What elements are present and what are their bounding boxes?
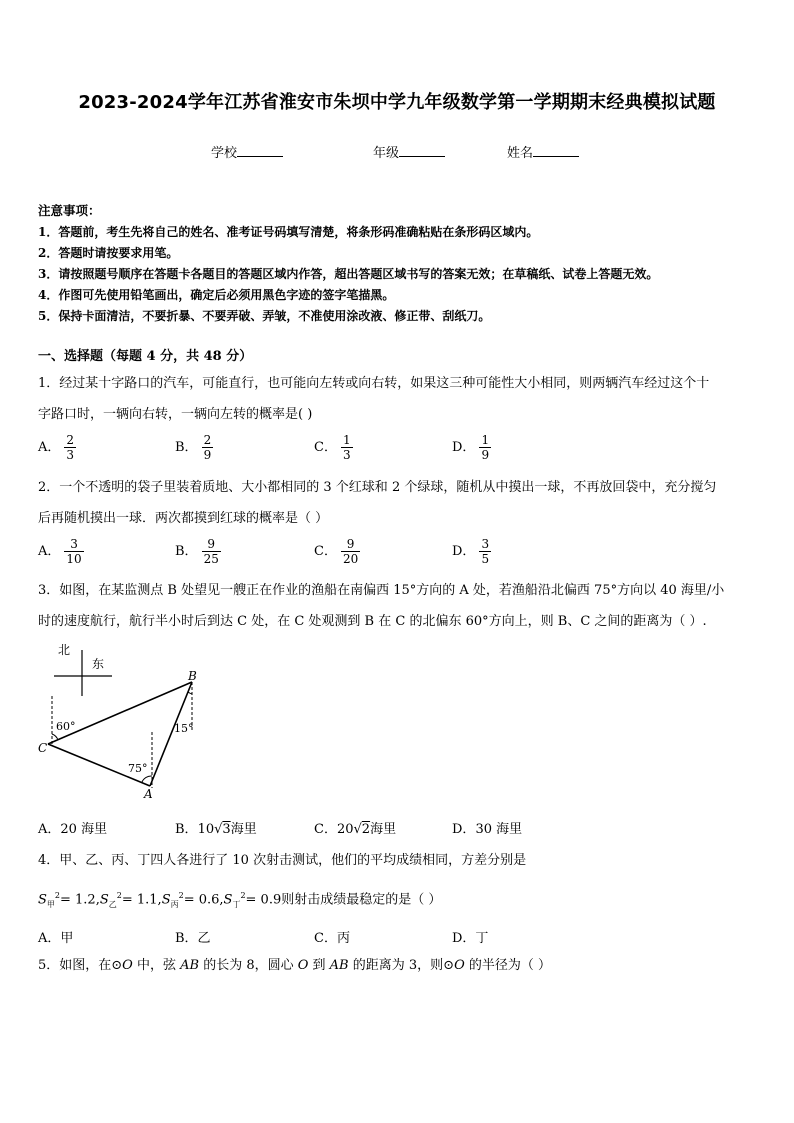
q4-option-b[interactable]: B．乙 bbox=[175, 931, 211, 946]
angle-c-label: 60° bbox=[56, 720, 76, 733]
page-title: 2023-2024学年江苏省淮安市朱坝中学九年级数学第一学期期末经典模拟试题 bbox=[78, 92, 716, 113]
q1-line2: 字路口时，一辆向右转，一辆向左转的概率是( ) bbox=[38, 407, 313, 422]
q3-option-c[interactable]: C．20√2海里 bbox=[314, 822, 397, 837]
notice-item-3: 3．请按照题号顺序在答题卡各题目的答题区域内作答，超出答题区域书写的答案无效；在草稿纸、试卷上答题无效。 bbox=[38, 267, 659, 281]
notice-item-5: 5．保持卡面清洁，不要折暴、不要弄破、弄皱，不准使用涂改液、修正带、刮纸刀。 bbox=[38, 309, 491, 323]
point-b-label: B bbox=[188, 669, 197, 683]
school-label: 学校 bbox=[211, 146, 238, 161]
angle-b-label: 15° bbox=[174, 722, 194, 735]
q3-figure bbox=[36, 640, 216, 804]
notice-heading: 注意事项： bbox=[38, 203, 101, 218]
q2-option-c[interactable]: C． $\frac{9}{20}$ bbox=[314, 537, 359, 566]
grade-blank bbox=[399, 144, 445, 157]
arc-a bbox=[142, 776, 152, 782]
q1-option-d[interactable]: D． $\frac{1}{9}$ bbox=[452, 433, 490, 462]
q4-option-d[interactable]: D．丁 bbox=[452, 931, 489, 946]
q4-line1: 4．甲、乙、丙、丁四人各进行了 10 次射击测试，他们的平均成绩相同，方差分别是 bbox=[38, 853, 527, 868]
q3-option-d[interactable]: D．30 海里 bbox=[452, 822, 523, 837]
q5-line: 5．如图，在⊙O 中，弦 AB 的长为 8，圆心 O 到 AB 的距离为 3，则⊙O 的半径为（ ） bbox=[38, 958, 551, 973]
q3-option-a[interactable]: A．20 海里 bbox=[38, 822, 108, 837]
q1-option-c[interactable]: C． $\frac{1}{3}$ bbox=[314, 433, 351, 462]
q1-line1: 1．经过某十字路口的汽车，可能直行，也可能向左转或向右转，如果这三种可能性大小相同，则两辆汽车经过这个十 bbox=[38, 376, 710, 391]
q2-option-d[interactable]: D． $\frac{3}{5}$ bbox=[452, 537, 490, 566]
notice-item-4: 4．作图可先使用铅笔画出，确定后必须用黑色字迹的签字笔描黑。 bbox=[38, 288, 395, 302]
section-heading: 一、选择题（每题 4 分，共 48 分） bbox=[38, 349, 253, 364]
q2-line2: 后再随机摸出一球．两次都摸到红球的概率是（ ） bbox=[38, 511, 329, 526]
grade-label: 年级 bbox=[373, 146, 400, 161]
name-field bbox=[507, 142, 579, 161]
q4-option-c[interactable]: C．丙 bbox=[314, 931, 350, 946]
q3-option-b[interactable]: B．10√3海里 bbox=[175, 822, 257, 837]
q2-option-b[interactable]: B． $\frac{9}{25}$ bbox=[175, 537, 219, 566]
angle-a-label: 75° bbox=[128, 762, 148, 775]
east-label: 东 bbox=[92, 657, 105, 671]
q1-option-b[interactable]: B． $\frac{2}{9}$ bbox=[175, 433, 212, 462]
q2-option-a[interactable]: A． $\frac{3}{10}$ bbox=[38, 537, 82, 566]
arc-c bbox=[52, 734, 58, 740]
name-blank bbox=[533, 144, 579, 157]
name-label: 姓名 bbox=[507, 146, 534, 161]
point-a-label: A bbox=[144, 787, 153, 801]
q4-option-a[interactable]: A．甲 bbox=[38, 931, 74, 946]
grade-field bbox=[373, 142, 445, 161]
q3-line2: 时的速度航行，航行半小时后到达 C 处，在 C 处观测到 B 在 C 的北偏东 60°方向上，则 B、C 之间的距离为（ ）. bbox=[38, 614, 707, 629]
school-field bbox=[211, 142, 283, 161]
q2-line1: 2．一个不透明的袋子里装着质地、大小都相同的 3 个红球和 2 个绿球，随机从中摸出一球，不再放回袋中，充分搅匀 bbox=[38, 480, 717, 495]
q1-option-a[interactable]: A． $\frac{2}{3}$ bbox=[38, 433, 75, 462]
point-c-label: C bbox=[38, 741, 48, 755]
arc-b bbox=[188, 692, 192, 694]
north-label: 北 bbox=[58, 643, 71, 657]
q4-variances: $S_甲^2= 1.2,S_乙^2= 1.1,S_丙^2= 0.6,S_丁^2= 0.9$则射击成绩最稳定的是（ ） bbox=[38, 891, 442, 909]
q3-line1: 3．如图，在某监测点 B 处望见一艘正在作业的渔船在南偏西 15°方向的 A 处，若渔船沿北偏西 75°方向以 40 海里/小 bbox=[38, 583, 725, 598]
school-blank bbox=[237, 144, 283, 157]
notice-item-2: 2．答题时请按要求用笔。 bbox=[38, 246, 179, 260]
notice-item-1: 1．答题前，考生先将自己的姓名、准考证号码填写清楚，将条形码准确粘贴在条形码区域内。 bbox=[38, 225, 539, 239]
